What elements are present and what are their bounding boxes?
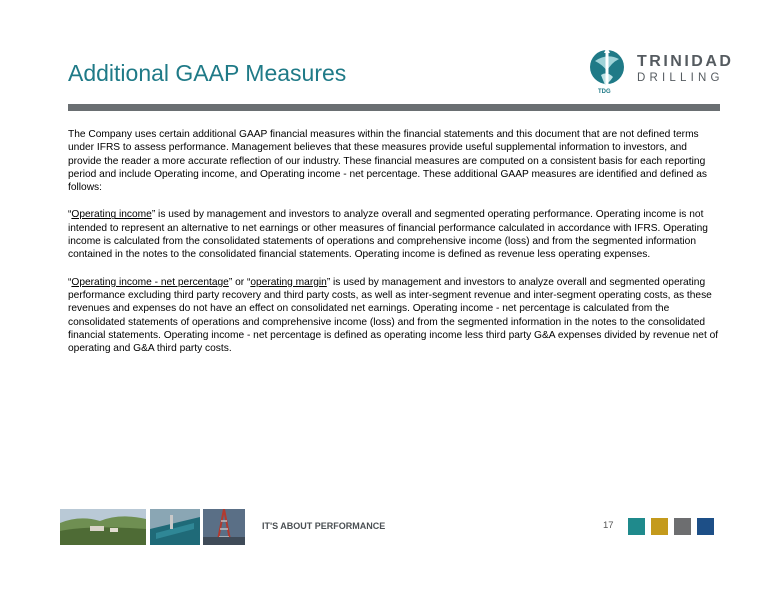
operating-income-definition xyxy=(68,208,720,261)
open-quote: “ xyxy=(68,209,72,221)
term-operating-income-net-percentage: Operating income - net percentage xyxy=(71,276,229,288)
definition-text: ” is used by management and investors to analyze overall and segmented operating performance excluding third party recovery and third party costs, as well as inter-segment revenue and inter-segment operating costs, as these revenues and expenses do not have an effect on consolidated net earnings. Operating income - net percentage is calculated from the consolidated statements of operations and comprehensive income (loss) and from the segmented information in the notes to the consolidated financial statements. Operating income - net percentage is defined as operating income less third party G&A expenses divided by revenue net of operating and G&A third party costs. xyxy=(68,276,719,355)
intro-paragraph: The Company uses certain additional GAAP financial measures within the financial statements and this document that are not defined terms under IFRS to assess performance. Management believes that these measures provide useful supplemental information to investors, and provide the reader a more accurate reflection of our industry. These financial measures are computed on a consistent basis for each reporting period and include Operating income, and Operating income - net percentage. These additional GAAP measures are identified and defined as follows: xyxy=(68,129,708,194)
logo-word-drilling: DRILLING xyxy=(637,72,724,84)
term-operating-margin: operating margin xyxy=(250,276,327,288)
company-logo xyxy=(587,45,734,101)
body-content xyxy=(68,128,720,369)
footer-swatch-blue xyxy=(697,518,714,535)
slide-title: Additional GAAP Measures xyxy=(68,60,347,86)
term-connector: ” or “ xyxy=(228,276,251,288)
footer-swatch-grey xyxy=(674,518,691,535)
footer-swatch-gold xyxy=(651,518,668,535)
landscape-photo xyxy=(60,509,146,545)
footer-swatch-teal xyxy=(628,518,645,535)
header-divider xyxy=(68,104,720,111)
definition-text: ” is used by management and investors to analyze overall and segmented operating performance. Operating income is not intended to represent an alternative to net earnings or other measures of financial performance calculated in accordance with IFRS. Operating income is calculated from the consolidated statements of operations and comprehensive income (loss) and from the segmented information contained in the notes to the consolidated financial statements. Operating income is defined as revenue less operating expenses. xyxy=(68,209,708,261)
footer-tagline: IT'S ABOUT PERFORMANCE xyxy=(262,521,386,531)
drilling-rig-photo xyxy=(203,509,245,545)
term-operating-income: Operating income xyxy=(71,209,152,221)
page-number: 17 xyxy=(603,520,614,531)
open-quote: “ xyxy=(68,276,72,288)
operating-margin-definition xyxy=(68,276,720,356)
rig-equipment-photo xyxy=(150,509,200,545)
logo-abbrev: TDG xyxy=(598,89,611,95)
logo-word-trinidad: TRINIDAD xyxy=(637,53,734,70)
